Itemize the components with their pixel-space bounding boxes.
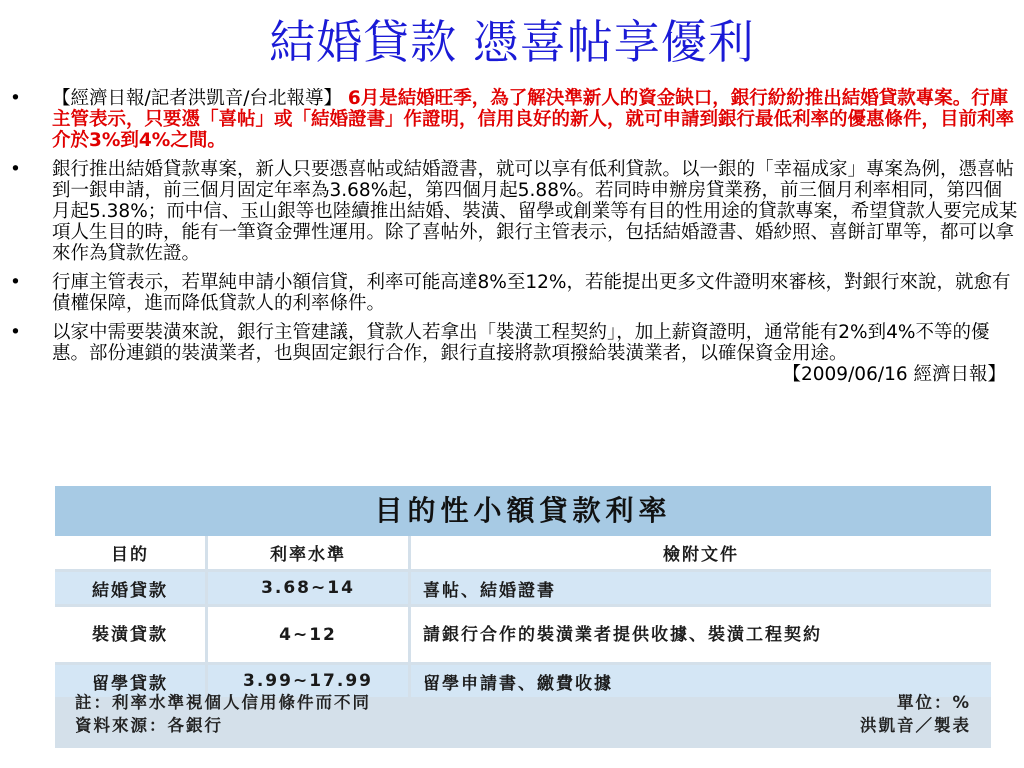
table-notes xyxy=(55,691,991,737)
bullet-text: 銀行推出結婚貸款專案，新人只要憑喜帖或結婚證書，就可以享有低利貸款。以一銀的「幸福成家」專案為例，憑喜帖到一銀申請，前三個月固定年率為3.68%起，第四個月起5.88%。若同時申辦房貸業務，前三個月利率相同，第四個月起5.38%；而中信、玉山銀等也陸續推出結婚、裝潢、留學或創業等有目的性用途的貸款專案，希望貸款人要完成某項人生目的時，能有一筆資金彈性運用。除了喜帖外，銀行主管表示，包括結婚證書、婚紗照、喜餅訂單等，都可以拿來作為貸款佐證。 xyxy=(52,159,1018,264)
table-row xyxy=(55,571,991,606)
table-unit: 單位：% xyxy=(896,693,971,712)
bullet-dot-icon: • xyxy=(10,322,21,343)
cell-rate: 4~12 xyxy=(207,606,410,664)
cell-purpose: 留學貸款 xyxy=(55,664,207,698)
bullet-dot-icon: • xyxy=(10,272,21,293)
cell-purpose: 結婚貸款 xyxy=(55,571,207,606)
rate-table-card xyxy=(55,486,991,748)
note-line xyxy=(55,714,991,737)
bullet-item xyxy=(0,322,1024,385)
bullet-dot-icon: • xyxy=(10,159,21,180)
bullet-text: 以家中需要裝潢來說，銀行主管建議，貸款人若拿出「裝潢工程契約」，加上薪資證明，通常能有2%到4%不等的優惠。部份連鎖的裝潢業者，也與固定銀行合作，銀行直接將款項撥給裝潢業者，以確保資金用途。 xyxy=(52,322,990,364)
cell-documents: 請銀行合作的裝潢業者提供收據、裝潢工程契約 xyxy=(410,606,992,664)
header-documents: 檢附文件 xyxy=(410,536,992,571)
cell-rate: 3.99~17.99 xyxy=(207,664,410,698)
bullet-item xyxy=(0,88,1024,151)
header-rate: 利率水準 xyxy=(207,536,410,571)
bullet-item xyxy=(0,159,1024,264)
header-purpose: 目的 xyxy=(55,536,207,571)
bullet-text: 行庫主管表示，若單純申請小額信貸，利率可能高達8%至12%，若能提出更多文件證明來審核，對銀行來說，就愈有債權保障，進而降低貸款人的利率條件。 xyxy=(52,272,1011,314)
table-header-row xyxy=(55,536,991,571)
bullet-list xyxy=(0,88,1024,385)
bullet-highlight: 6月是結婚旺季，為了解決準新人的資金缺口，銀行紛紛推出結婚貸款專案。行庫主管表示，只要憑「喜帖」或「結婚證書」作證明，信用良好的新人，就可申請到銀行最低利率的優惠條件，目前利率介於3%到4%之間。 xyxy=(52,88,1015,151)
slide-title: 結婚貸款 憑喜帖享優利 xyxy=(269,15,755,69)
bullet-dot-icon: • xyxy=(10,88,21,109)
article-source: 【2009/06/16 經濟日報】 xyxy=(782,364,1006,385)
note-line xyxy=(55,691,991,714)
table-maker: 洪凱音／製表 xyxy=(860,716,971,735)
table-note: 註：利率水準視個人信用條件而不同 xyxy=(75,693,371,712)
bullet-item xyxy=(0,272,1024,314)
cell-rate: 3.68~14 xyxy=(207,571,410,606)
table-source: 資料來源：各銀行 xyxy=(75,716,223,735)
cell-documents: 喜帖、結婚證書 xyxy=(410,571,992,606)
bullet-lead: 【經濟日報/記者洪凱音/台北報導】 xyxy=(52,88,348,109)
rate-table xyxy=(55,536,991,697)
table-title: 目的性小額貸款利率 xyxy=(55,486,991,536)
table-row xyxy=(55,606,991,664)
cell-documents: 留學申請書、繳費收據 xyxy=(410,664,992,698)
cell-purpose: 裝潢貸款 xyxy=(55,606,207,664)
